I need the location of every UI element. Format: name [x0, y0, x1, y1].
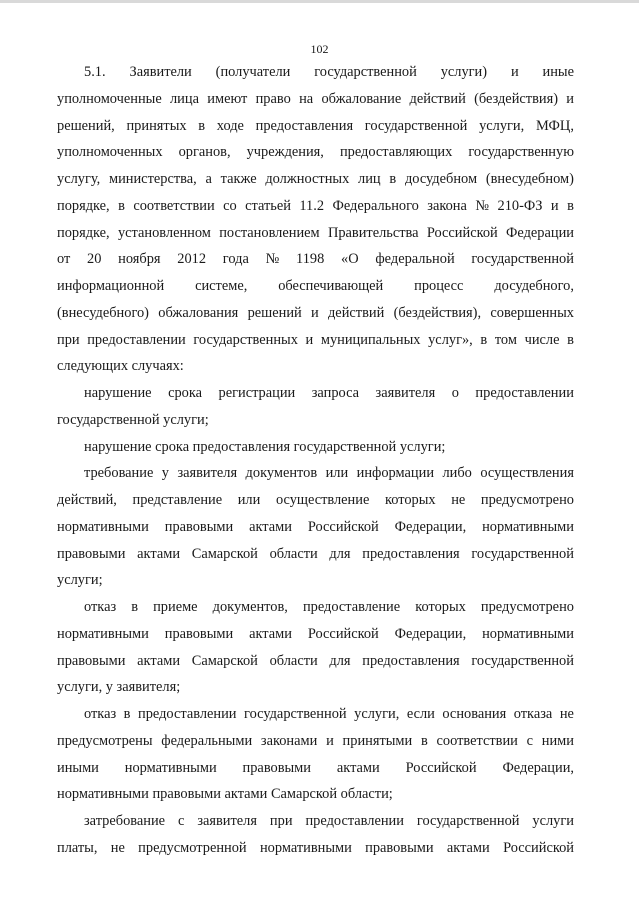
text-line: [57, 89, 574, 109]
word: регистрации: [218, 385, 296, 401]
text-line: [57, 169, 574, 189]
text-line: [57, 517, 574, 537]
word: Правительства: [327, 224, 419, 241]
word: правовыми: [57, 652, 126, 669]
word: предоставления: [362, 545, 460, 562]
word: в: [480, 331, 488, 348]
word: министерства,: [108, 171, 197, 187]
word: заявителя: [375, 385, 436, 401]
text-line: [57, 223, 574, 243]
word: 1198: [296, 251, 325, 268]
text-line: государственной услуги;: [57, 411, 209, 428]
word: «О: [341, 251, 359, 268]
text-line: [57, 303, 574, 323]
word: для: [329, 652, 351, 669]
word: государственной: [471, 545, 574, 562]
text-line: услуги, у заявителя;: [57, 679, 181, 696]
word: №: [265, 251, 280, 268]
word: в: [118, 197, 125, 214]
word: которых: [415, 599, 466, 615]
word: со: [223, 197, 237, 214]
word: иные: [542, 64, 574, 80]
word: заявителя: [177, 465, 238, 482]
word: нормативными: [482, 518, 574, 535]
word: числе: [524, 331, 560, 348]
word: иными: [57, 759, 99, 776]
word: в: [420, 732, 428, 749]
text-line: [57, 838, 574, 858]
word: услуг»,: [428, 331, 473, 348]
word: Самарской: [191, 652, 258, 669]
word: предусмотрено: [480, 599, 574, 615]
word: актами: [249, 518, 292, 535]
word: предусмотрены: [57, 732, 153, 749]
word: осуществления: [480, 465, 574, 482]
word: соответствии: [436, 732, 518, 749]
word: отказ: [84, 706, 117, 722]
text-line: [84, 597, 574, 617]
word: государственных: [193, 331, 298, 348]
word: нормативными: [124, 759, 217, 776]
text-line: [84, 383, 574, 403]
text-line: услуги;: [57, 572, 103, 589]
word: государственную: [468, 144, 574, 161]
word: государственной: [471, 652, 574, 669]
text-line: [57, 651, 574, 671]
word: совершенных: [490, 304, 574, 321]
word: обеспечивающей: [278, 278, 384, 294]
text-line: [57, 330, 574, 350]
text-line: [57, 249, 574, 269]
word: государственной: [416, 813, 520, 829]
word: или: [237, 492, 261, 508]
word: 2012: [177, 251, 207, 268]
word: федеральными: [161, 732, 253, 749]
word: Российской: [405, 759, 477, 776]
word: и: [550, 197, 559, 214]
word: правовыми: [57, 545, 126, 562]
text-line: [57, 196, 574, 216]
word: 5.1.: [84, 64, 106, 80]
word: 11.2: [299, 197, 325, 214]
text-line: [84, 463, 574, 483]
word: принятыми: [342, 732, 413, 749]
word: правовыми: [365, 839, 434, 856]
word: нормативными: [482, 625, 574, 642]
word: при: [57, 331, 80, 348]
word: порядке,: [57, 197, 110, 214]
word: информационной: [57, 278, 165, 294]
word: (бездействия): [474, 90, 558, 107]
word: законами: [260, 732, 318, 749]
word: затребование: [84, 813, 166, 829]
word: услуги): [440, 64, 488, 80]
word: том: [494, 331, 517, 348]
word: ходе: [216, 117, 244, 134]
text-line: следующих случаях:: [57, 358, 184, 375]
word: действий: [327, 304, 385, 321]
word: либо: [442, 465, 472, 482]
word: приеме: [153, 599, 198, 615]
word: документов,: [212, 599, 288, 615]
word: отказ: [84, 599, 117, 615]
word: услуги,: [354, 706, 400, 722]
word: 210-ФЗ: [497, 197, 543, 214]
scan-edge: [0, 0, 639, 3]
word: правовыми: [242, 759, 311, 776]
word: при: [269, 813, 293, 829]
word: не: [451, 492, 466, 508]
word: правовыми: [164, 518, 234, 535]
word: и: [566, 90, 574, 107]
word: МФЦ,: [535, 117, 574, 134]
word: а: [205, 171, 212, 187]
word: предусмотрено: [480, 492, 574, 508]
word: в: [389, 171, 397, 187]
word: в: [131, 599, 139, 615]
word: государственной: [314, 64, 417, 80]
word: и: [311, 304, 319, 321]
word: о: [451, 385, 459, 401]
word: имеют: [207, 90, 248, 107]
word: представление: [132, 492, 223, 508]
word: на: [299, 90, 314, 107]
word: установленном: [117, 224, 211, 241]
word: предоставления: [255, 117, 354, 134]
word: органов,: [178, 144, 231, 161]
word: актами: [336, 759, 380, 776]
word: уполномоченные: [57, 90, 162, 107]
word: уполномоченных: [57, 144, 163, 161]
word: срока: [168, 385, 203, 401]
word: нормативными: [57, 625, 149, 642]
word: документов: [245, 465, 318, 482]
text-line: [57, 624, 574, 644]
text-line: [84, 62, 574, 82]
word: обжалование: [321, 90, 402, 107]
word: досудебного,: [494, 278, 574, 294]
word: в: [123, 706, 131, 722]
text-line: [57, 758, 574, 778]
text-line: [57, 731, 574, 751]
word: предоставлении: [138, 706, 237, 722]
word: Федерального: [332, 197, 419, 214]
word: предоставлении: [87, 331, 186, 348]
word: не: [110, 839, 125, 856]
word: с: [177, 813, 185, 829]
word: Российской: [426, 224, 498, 241]
word: предоставляющих: [339, 144, 453, 161]
word: заявителя: [197, 813, 257, 829]
text-line: [57, 142, 574, 162]
word: учреждения,: [246, 144, 324, 161]
word: которых: [384, 492, 436, 508]
word: услуги: [532, 813, 574, 829]
word: предоставлении: [305, 813, 404, 829]
text-line: [57, 276, 574, 296]
word: обжалования: [158, 304, 239, 321]
word: требование: [84, 465, 154, 482]
word: принятых: [126, 117, 187, 134]
word: закона: [427, 197, 467, 214]
word: Российской: [307, 625, 379, 642]
text-line: [84, 704, 574, 724]
word: государственной: [364, 117, 468, 134]
word: платы,: [57, 839, 98, 856]
word: Российской: [307, 518, 379, 535]
word: в: [567, 197, 574, 214]
word: области: [269, 652, 318, 669]
word: 20: [87, 251, 102, 268]
page-number: 102: [310, 42, 329, 56]
word: действий: [409, 90, 466, 107]
word: основания: [442, 706, 507, 722]
word: предоставление: [302, 599, 401, 615]
word: предусмотренной: [138, 839, 247, 856]
word: федеральной: [375, 251, 455, 268]
word: не: [559, 706, 574, 722]
word: Российской: [503, 839, 574, 856]
word: отказа: [513, 706, 553, 722]
word: решений,: [57, 117, 115, 134]
word: муниципальных: [320, 331, 421, 348]
word: услугу,: [57, 171, 101, 187]
word: правовыми: [164, 625, 234, 642]
word: должностных: [265, 171, 350, 187]
word: государственной: [471, 251, 574, 268]
word: лица: [170, 90, 199, 107]
word: порядке,: [57, 224, 110, 241]
word: также: [220, 171, 257, 187]
word: актами: [137, 652, 181, 669]
text-line: [57, 544, 574, 564]
word: постановлением: [219, 224, 320, 241]
word: Федерации,: [502, 759, 574, 776]
word: осуществление: [275, 492, 370, 508]
word: запроса: [311, 385, 360, 401]
word: право: [255, 90, 291, 107]
word: с: [526, 732, 533, 749]
word: актами: [446, 839, 490, 856]
word: Федерации: [506, 224, 574, 241]
word: Самарской: [191, 545, 258, 562]
word: государственной: [244, 706, 347, 722]
word: ними: [541, 732, 574, 749]
word: (бездействия),: [393, 304, 482, 321]
word: системе,: [195, 278, 248, 294]
word: нормативными: [57, 518, 149, 535]
word: решений: [247, 304, 302, 321]
word: у: [161, 465, 169, 482]
word: Федерации,: [394, 518, 467, 535]
word: (получатели: [215, 64, 291, 80]
word: соответствии: [133, 197, 215, 214]
word: и: [326, 732, 334, 749]
word: актами: [137, 545, 181, 562]
word: статьей: [245, 197, 291, 214]
text-line: [84, 811, 574, 831]
word: лиц: [358, 171, 381, 187]
word: нормативными: [259, 839, 352, 856]
text-line: нормативными правовыми актами Самарской области;: [57, 786, 393, 803]
word: процесс: [414, 278, 464, 294]
word: досудебном: [404, 171, 478, 187]
word: в: [567, 331, 574, 348]
word: Заявители: [129, 64, 192, 80]
word: действий,: [57, 492, 117, 508]
word: в: [198, 117, 206, 134]
word: информации: [356, 465, 435, 482]
word: предоставлении: [475, 385, 574, 401]
text-line: [57, 490, 574, 510]
word: для: [329, 545, 351, 562]
word: Федерации,: [394, 625, 467, 642]
word: и: [510, 64, 519, 80]
word: (внесудебном): [485, 171, 574, 187]
word: года: [222, 251, 249, 268]
text-line: нарушение срока предоставления государственной услуги;: [84, 438, 446, 455]
word: нарушение: [84, 385, 152, 401]
word: области: [269, 545, 318, 562]
word: (внесудебного): [57, 304, 149, 321]
text-line: [57, 116, 574, 136]
word: ноября: [118, 251, 161, 268]
word: если: [406, 706, 435, 722]
word: актами: [249, 625, 292, 642]
word: предоставления: [362, 652, 460, 669]
word: услуги,: [479, 117, 525, 134]
word: от: [57, 251, 71, 268]
word: или: [325, 465, 349, 482]
word: №: [475, 197, 490, 214]
word: и: [305, 331, 314, 348]
